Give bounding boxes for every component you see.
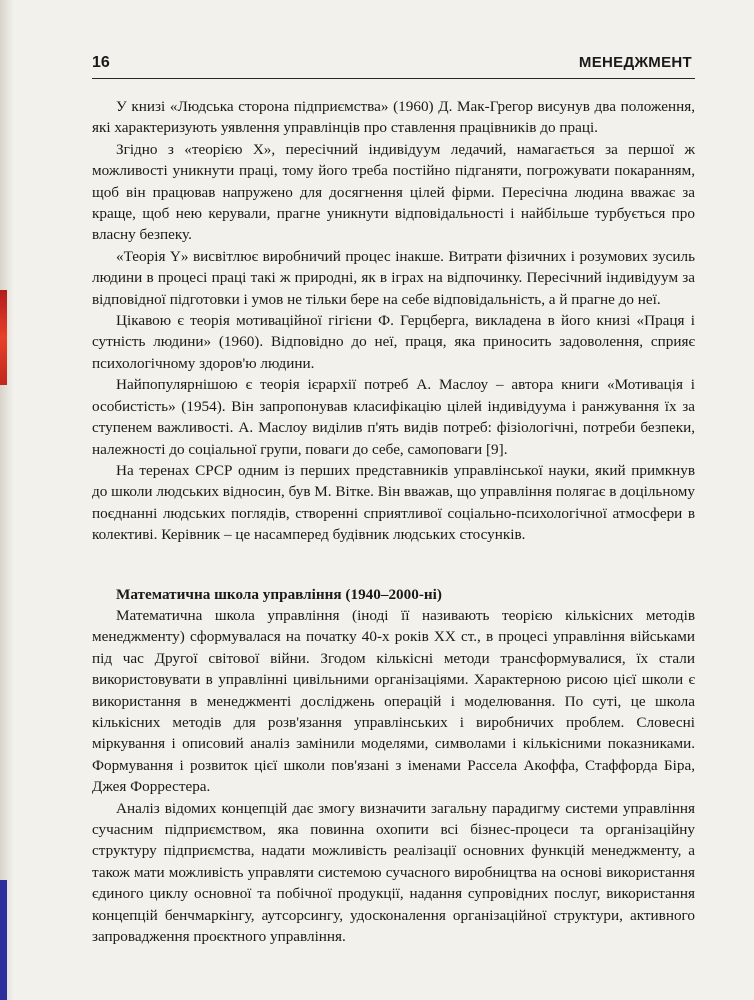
page-number: 16 [92, 54, 110, 71]
page-header [92, 52, 692, 78]
paragraph: Цікавою є теорія мотиваційної гігієни Ф. Герцберга, викладена в його книзі «Праця і сутність людини» (1960). Відповідно до неї, праця, яка приносить задоволення, сприяє психологічному здоров'ю людини. [92, 312, 695, 372]
paragraph: Аналіз відомих концепцій дає змогу визначити загальну парадигму системи управління сучасним підприємством, яка повинна охопити всі бізнес-процеси та організаційну структуру підприємства, надати можливість реалізації основних функцій менеджменту, а також мати можливість управляти системою сучасного виробництва на основі використання єдиного циклу основної та побічної продукції, надання супровідних послуг, використання концепцій бенчмаркінгу, аутсорсингу, удосконалення організаційної структури, активного запровадження проєктного управління. [92, 799, 695, 946]
page-body [92, 96, 695, 947]
paragraph: «Теорія Y» висвітлює виробничий процес інакше. Витрати фізичних і розумових зусиль людини в процесі праці такі ж природні, як в іграх на відпочинку. Пересічний індивідуум за відповідної підготовки і умов не тільки бере на себе відповідальність, а й прагне до неї. [92, 247, 695, 308]
paragraph: Згідно з «теорією X», пересічний індивідуум ледачий, намагається за першої ж можливості уникнути праці, тому його треба постійно підганяти, погрожувати покаранням, щоб він працював напружено для досягнення цілей фірми. Пересічна людина вважає за краще, щоб нею керували, прагне уникнути відповідальності і найбільше турбується про власну безпеку. [92, 140, 695, 244]
paragraph: На теренах СРСР одним із перших представників управлінської науки, який примкнув до школи людських відносин, був М. Вітке. Він вважав, що управління полягає в доцільному поєднанні людських поглядів, створенні сприятливої соціально-психологічної атмосфери в колективі. Керівник – це насамперед будівник людських стосунків. [92, 461, 695, 544]
cover-edge-red [0, 290, 7, 385]
cover-edge-blue [0, 880, 7, 1000]
page-edge-shadow [0, 0, 14, 1000]
paragraph: Математична школа управління (іноді її називають теорією кількісних методів менеджменту) сформувалася на початку 40-х років XX ст., в процесі управління військами під час Другої світової війни. Згодом кількісні методи трансформувалися, їх стали використовувати в управлінні цивільними організаціями. Характерною рисою цієї школи є використання в менеджменті досліджень операцій і моделювання. По суті, це школа кількісних методів для розв'язання управлінських і виробничих проблем. Словесні міркування і описовий аналіз замінили моделями, символами і кількісними показниками. Формування і розвиток цієї школи пов'язані з іменами Рассела Акоффа, Стаффорда Біра, Джея Форрестера. [92, 606, 695, 796]
section-heading: Математична школа управління (1940–2000-ні) [116, 585, 442, 603]
paragraph: Найпопулярнішою є теорія ієрархії потреб А. Маслоу – автора книги «Мотивація і особистість» (1954). Він запропонував класифікацію цілей індивідуума і ранжування їх за ступенем важливості. А. Маслоу виділив п'ять видів потреб: фізіологічні, потреби безпеки, належності до соціальної групи, поваги до себе, самоповаги [9]. [92, 376, 695, 458]
running-head: МЕНЕДЖМЕНТ [578, 54, 692, 71]
header-rule [92, 78, 695, 79]
paragraph: У книзі «Людська сторона підприємства» (1960) Д. Мак-Грегор висунув два положення, які характеризують уявлення управлінців про ставлення працівників до праці. [92, 98, 695, 137]
